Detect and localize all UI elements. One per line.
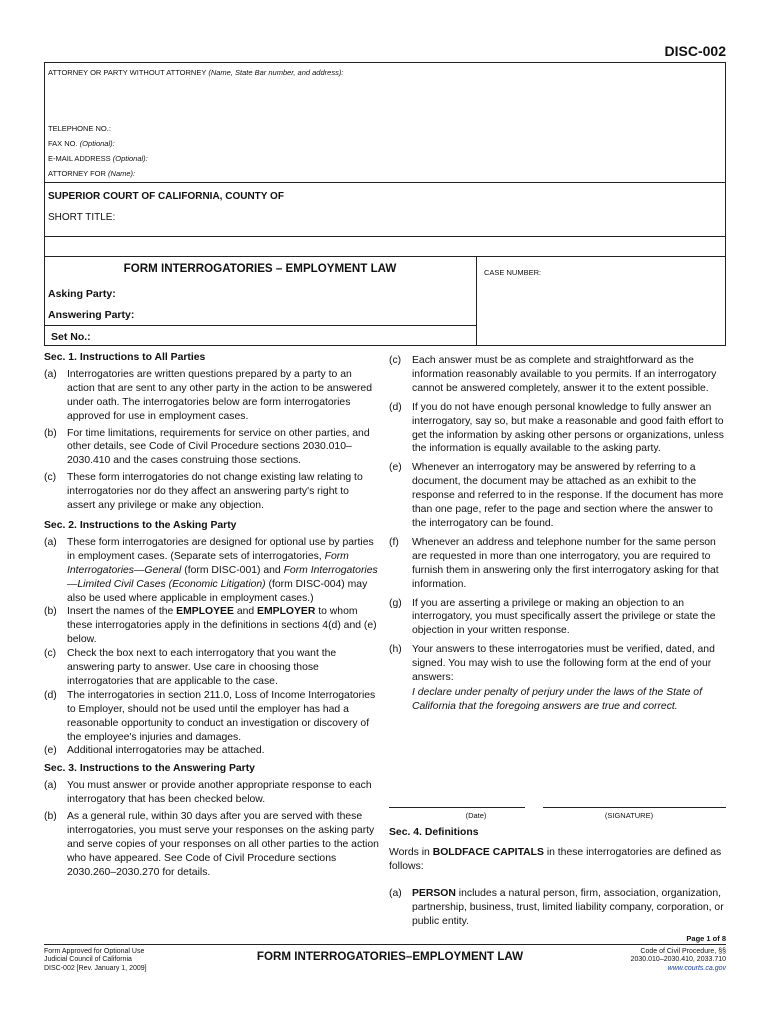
footer-code: Code of Civil Procedure, §§ 2030.010–2030.410, 2033.710 www.courts.ca.gov [560,948,726,973]
section-4-intro: Words in BOLDFACE CAPITALS in these interrogatories are defined as follows: [389,846,722,872]
section-3-list [44,779,380,879]
footer-title: FORM INTERROGATORIES–EMPLOYMENT LAW [256,950,524,963]
section-1-item-1 [44,427,380,469]
item-text: Whenever an interrogatory may be answered by referring to a document, the document may be attached as an exhibit to the response and referred to in the response. If the document has more than one page, refer to the page and section where the answer to the interrogatory can be found. [412,462,724,529]
email-label: E-MAIL ADDRESS (Optional): [48,154,148,163]
right-item-0 [389,354,726,396]
item-text: If you do not have enough personal knowledge to fully answer an interrogatory, say so, but make a reasonable and good faith effort to get the information by asking other persons or organizations, unless the information is equally available to the asking party. [412,401,724,455]
page-number: Page 1 of 8 [686,934,726,943]
item-key: (h) [389,644,402,656]
item-text: These form interrogatories do not change existing law relating to interrogatories nor do they affect an answering party's right to assert any privilege or make any objection. [67,472,363,512]
footer-divider [44,944,726,945]
section-3-item-1 [44,810,380,880]
right-item-2 [389,461,726,531]
attorney-for-label: ATTORNEY FOR (Name): [48,169,136,178]
signature-label: (SIGNATURE) [604,811,654,820]
declaration-text: I declare under penalty of perjury under the laws of the State of California that the foregoing answers are true and correct. [412,686,702,712]
right-item-5 [389,643,726,685]
footer-approval: Form Approved for Optional Use Judicial Council of California DISC-002 [Rev. January 1, 2009] [44,948,147,972]
date-line [389,807,525,808]
item-key: (e) [389,462,402,474]
divider [44,256,726,257]
item-text: Your answers to these interrogatories must be verified, dated, and signed. You may wish to use the following form at the end of your answers: [412,644,715,684]
right-column [389,349,726,714]
item-key: (b) [44,427,57,439]
form-id: DISC-002 [664,43,726,59]
item-text: You must answer or provide another appropriate response to each interrogatory that has been checked below. [67,780,372,806]
caption-box [44,62,726,346]
item-text: Check the box next to each interrogatory that you want the answering party to answer. Use care in choosing those interrogatories that are applicable to the case. [67,648,337,687]
right-instructions-list [389,354,726,685]
left-column [44,351,380,880]
telephone-label: TELEPHONE NO.: [48,124,111,133]
case-number-label: CASE NUMBER: [484,268,542,277]
section-1-item-0 [44,368,380,424]
attorney-label: ATTORNEY OR PARTY WITHOUT ATTORNEY (Name, State Bar number, and address): [48,68,344,77]
section-4-heading: Sec. 4. Definitions [389,827,479,838]
set-no-line [44,325,476,326]
item-key: (g) [389,597,402,609]
asking-party-label: Asking Party: [48,288,116,300]
right-item-3 [389,536,726,592]
section-2-item-1 [44,689,380,745]
answering-party-label: Answering Party: [48,309,135,321]
item-key: (a) [44,368,57,380]
section-2-item-b: (b) Insert the names of the EMPLOYEE and EMPLOYER to whom these interrogatories apply in the definitions in sections 4(d) and (e) below. [44,606,377,646]
section-3-item-0 [44,779,380,807]
item-key: (c) [44,648,57,660]
item-text: Each answer must be as complete and straightforward as the information reasonably available to you permits. If an interrogatory cannot be answered completely, answer it to the extent possible. [412,355,717,394]
right-item-4 [389,597,726,639]
item-key: (c) [389,355,402,366]
section-1-item-2 [44,471,380,513]
item-text: The interrogatories in section 211.0, Loss of Income Interrogatories to Employer, should not be used until the employer has had a reasonable opportunity to conduct an investigation or discovery of the employee's injuries and damages. [67,689,376,743]
divider [44,236,726,237]
section-2-heading: Sec. 2. Instructions to the Asking Party [44,519,237,531]
section-2-item-0 [44,647,380,689]
date-label: (Date) [465,811,487,820]
section-3-heading: Sec. 3. Instructions to the Answering Party [44,763,255,775]
item-text: Interrogatories are written questions prepared by a party to an action that are sent to any other party in the action to be answered under oath. The interrogatories below are form interrogatories approved for use in employment cases. [67,368,372,422]
right-item-1 [389,401,726,457]
item-key: (a) [44,780,57,792]
item-text: As a general rule, within 30 days after you are served with these interrogatories, you must serve your responses on the asking party and serve copies of your responses on all other parties to the action who have appeared. See Code of Civil Procedure sections 2030.260–2030.270 for details. [67,811,379,878]
section-2-item-2 [44,744,380,758]
item-text: If you are asserting a privilege or making an objection to an interrogatory, you must specifically assert the privilege or state the objection in your written response. [412,597,716,637]
section-4-block [389,826,726,928]
courts-link[interactable]: www.courts.ca.gov [667,964,726,972]
form-title: FORM INTERROGATORIES – EMPLOYMENT LAW [123,262,397,275]
set-no-label: Set No.: [51,331,91,343]
item-text: For time limitations, requirements for service on other parties, and other details, see Code of Civil Procedure sections 2030.010–2030.410 and the cases construing those sections. [67,427,370,467]
divider [44,182,726,183]
section-1-heading: Sec. 1. Instructions to All Parties [44,352,206,363]
item-key: (c) [44,472,57,484]
item-key: (f) [389,536,399,548]
item-key: (d) [389,401,402,413]
short-title-label: SHORT TITLE: [48,212,116,223]
section-1-list [44,368,380,513]
item-text: Whenever an address and telephone number for the same person are requested in more than one interrogatory, you are required to furnish them in answering only the first interrogatory asking for that information. [412,536,719,590]
item-key: (e) [44,745,57,757]
fax-label: FAX NO. (Optional): [48,139,115,148]
item-text: Additional interrogatories may be attached. [67,745,265,757]
signature-line [543,807,726,808]
section-2-list [44,647,380,758]
item-key: (b) [44,811,57,823]
section-4-item-a: (a) PERSON includes a natural person, firm, association, organization, partnership, business, trust, limited liability company, corporation, or public entity. [389,887,724,927]
court-label: SUPERIOR COURT OF CALIFORNIA, COUNTY OF [48,191,284,202]
section-2-item-a: (a) These form interrogatories are designed for optional use by parties in employment cases. (Separate sets of interrogatories, Form Interrogatories—General (form DISC-001) and Form Interrogatories—Limited Civil Cases (Economic Litigation) (form DISC-004) may also be used where applicable in employment cases.) [44,536,378,604]
case-number-divider [476,256,477,346]
item-key: (d) [44,689,57,701]
